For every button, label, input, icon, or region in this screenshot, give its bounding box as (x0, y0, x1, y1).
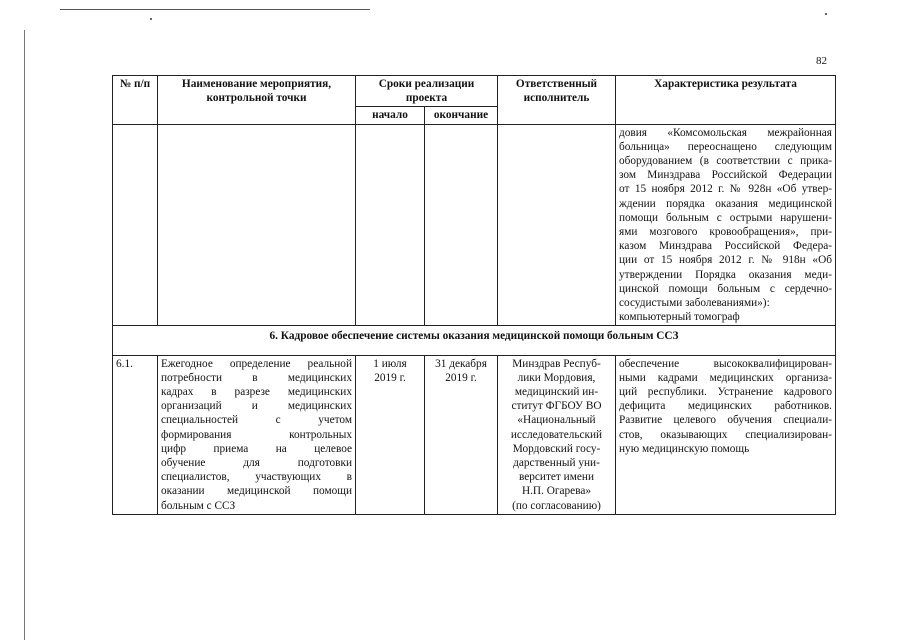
text-line: оказании медицинской помощи (161, 485, 352, 498)
section-title: 6. Кадровое обеспечение системы оказания медицинской помощи больным ССЗ (113, 326, 836, 355)
cont-cell-result (616, 124, 836, 326)
text-line: 1 июля (373, 357, 407, 370)
text-line: цинской помощи больным с сердечно- (619, 282, 832, 295)
text-line: казом Минздрава Российской Федера- (619, 240, 832, 253)
section-row (113, 326, 836, 355)
text-line: 2019 г. (445, 371, 477, 384)
text-line: утверждении Порядка оказания меди- (619, 268, 832, 281)
text-line: ций республики. Устранение кадрового (619, 386, 832, 399)
text-line: 2019 г. (374, 371, 406, 384)
text-line: исследовательский (510, 428, 603, 441)
text-line: Ежегодное определение реальной (161, 357, 352, 370)
table-row (113, 355, 836, 514)
text-line: организаций и медицинских (161, 400, 352, 413)
text-line: 31 декабря (435, 357, 487, 370)
result-continuation-text (619, 126, 832, 325)
header-result: Характеристика результата (616, 76, 836, 125)
header-end: окончание (425, 107, 498, 124)
header-start: начало (356, 107, 425, 124)
row-start (356, 355, 425, 514)
scan-speck (150, 18, 152, 20)
events-table (112, 75, 836, 515)
text-line: сосудистыми заболеваниями»): (619, 297, 770, 310)
text-line: ями мозгового кровообращения», при- (619, 226, 832, 239)
text-line: довия «Комсомольская межрайонная (619, 126, 832, 139)
row-name (158, 355, 356, 514)
text-line: «Национальный (517, 414, 596, 427)
scan-artifact-line (24, 30, 25, 640)
text-line: от 15 ноября 2012 г. № 928н «Об утвер- (619, 183, 832, 196)
text-line: специальностей с учетом (161, 414, 352, 427)
scan-artifact-line (60, 9, 370, 10)
cont-cell-start (356, 124, 425, 326)
row-responsible (498, 355, 616, 514)
text-line: стов, оказывающих специализирован- (619, 428, 832, 441)
text-line: дарственный уни- (513, 457, 600, 470)
text-line: Н.П. Огарева» (521, 485, 592, 498)
text-line: (по согласованию) (512, 499, 601, 512)
text-line: ными кадрами медицинских организа- (619, 371, 832, 384)
text-line: медицинский ин- (514, 386, 599, 399)
text-line: ную медицинскую помощь (619, 442, 750, 455)
text-line: формирования контрольных (161, 428, 352, 441)
text-line: ждении порядка оказания медицинской (619, 197, 832, 210)
text-line: Минздрав Респуб- (512, 357, 601, 370)
header-period: Сроки реализации проекта (356, 76, 498, 107)
text-line: Развитие целевого обучения специали- (619, 414, 832, 427)
cont-cell-num (113, 124, 158, 326)
text-line: потребности в медицинских (161, 371, 352, 384)
page-number: 82 (816, 55, 827, 67)
scan-speck (825, 13, 827, 15)
text-line: ститут ФГБОУ ВО (511, 400, 602, 413)
cont-cell-end (425, 124, 498, 326)
header-num: № п/п (113, 76, 158, 125)
header-row (113, 76, 836, 107)
text-line: оборудованием (в соответствии с прика- (619, 155, 832, 168)
text-line: цифр приема на целевое (161, 442, 352, 455)
text-line: обучение для подготовки (161, 457, 352, 470)
text-line: обеспечение высококвалифицирован- (619, 357, 832, 370)
text-line: специалистов, участвующих в (161, 471, 352, 484)
row-end (425, 355, 498, 514)
text-line: лики Мордовия, (517, 371, 596, 384)
text-line: ции от 15 ноября 2012 г. № 918н «Об (619, 254, 832, 267)
text-line: зом Минздрава Российской Федерации (619, 169, 832, 182)
header-responsible: Ответственный исполнитель (498, 76, 616, 125)
text-line: компьютерный томограф (619, 311, 740, 324)
text-line: больница» переоснащено следующим (619, 140, 832, 153)
text-line: кадрах в разрезе медицинских (161, 386, 352, 399)
row-num: 6.1. (113, 355, 158, 514)
text-line: дефицита медицинских работников. (619, 400, 832, 413)
header-name: Наименование мероприятия, контрольной точки (158, 76, 356, 125)
cont-cell-name (158, 124, 356, 326)
text-line: Мордовский госу- (512, 442, 601, 455)
text-line: больным с ССЗ (161, 499, 236, 512)
text-line: верситет имени (518, 471, 594, 484)
row-result (616, 355, 836, 514)
text-line: помощи больным с острыми нарушени- (619, 211, 832, 224)
continuation-row (113, 124, 836, 326)
cont-cell-responsible (498, 124, 616, 326)
